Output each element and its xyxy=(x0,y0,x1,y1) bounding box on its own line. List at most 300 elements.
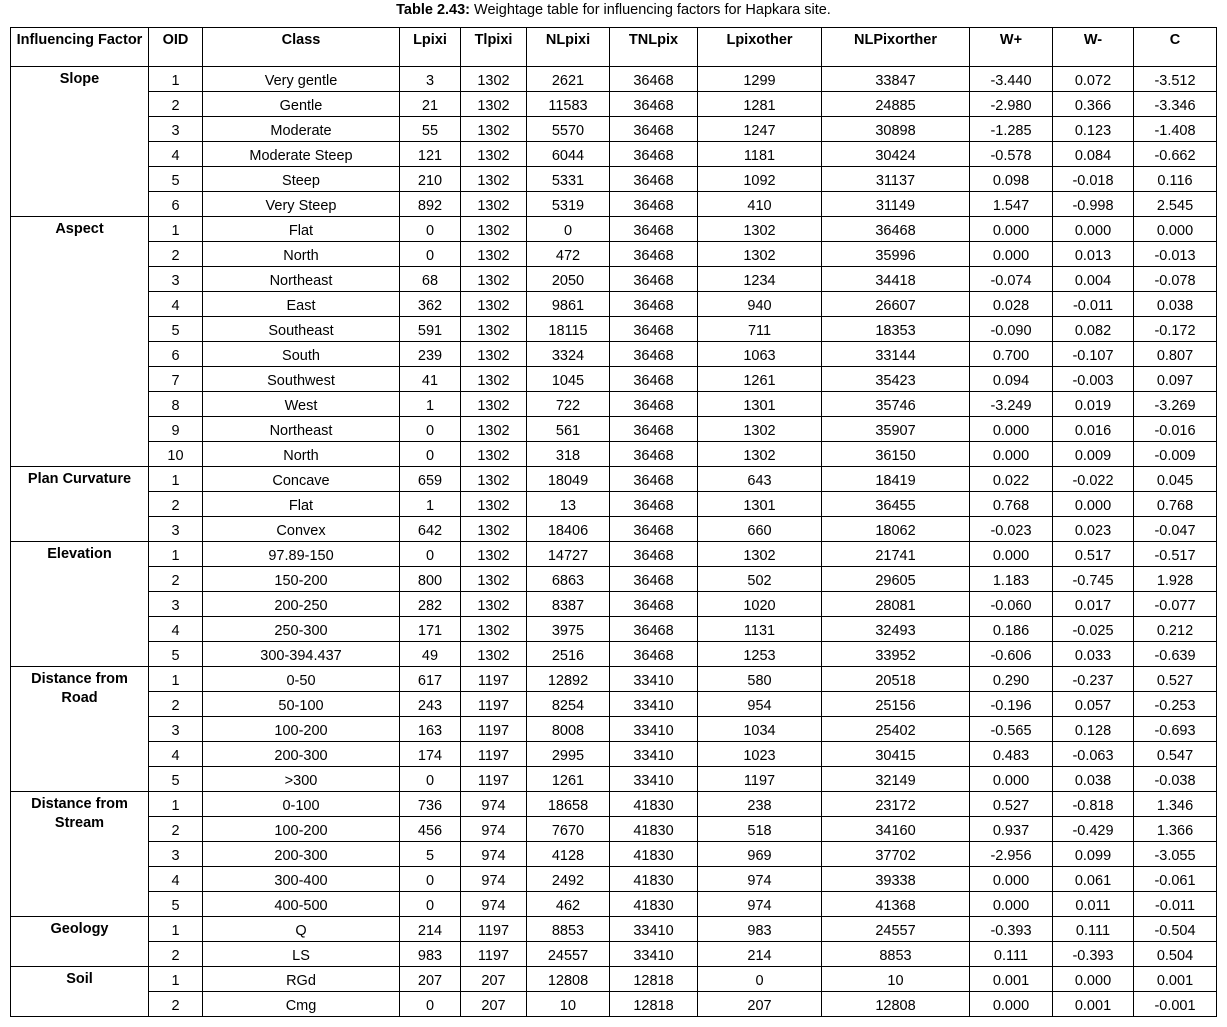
oid-cell: 5 xyxy=(149,767,203,792)
tnlpix-cell: 41830 xyxy=(610,817,698,842)
tlpixi-cell: 974 xyxy=(461,842,527,867)
w-plus-cell: 0.028 xyxy=(970,292,1053,317)
nlpixi-cell: 18049 xyxy=(527,467,610,492)
influencing-factor-cell: Elevation xyxy=(11,542,149,667)
lpixi-cell: 800 xyxy=(400,567,461,592)
class-cell: 200-300 xyxy=(203,742,400,767)
nlpixi-cell: 18658 xyxy=(527,792,610,817)
lpixother-cell: 1302 xyxy=(698,417,822,442)
nlpixorther-cell: 28081 xyxy=(822,592,970,617)
table-row xyxy=(11,167,1217,192)
table-row xyxy=(11,117,1217,142)
w-plus-cell: -2.980 xyxy=(970,92,1053,117)
lpixi-cell: 239 xyxy=(400,342,461,367)
c-cell: 0.768 xyxy=(1134,492,1217,517)
tnlpix-cell: 33410 xyxy=(610,767,698,792)
tlpixi-cell: 1302 xyxy=(461,467,527,492)
tnlpix-cell: 41830 xyxy=(610,842,698,867)
table-row xyxy=(11,767,1217,792)
w-plus-cell: 0.000 xyxy=(970,767,1053,792)
tnlpix-cell: 36468 xyxy=(610,417,698,442)
table-row xyxy=(11,292,1217,317)
tnlpix-cell: 36468 xyxy=(610,392,698,417)
w-minus-cell: 0.000 xyxy=(1053,217,1134,242)
lpixother-cell: 1092 xyxy=(698,167,822,192)
lpixi-cell: 41 xyxy=(400,367,461,392)
tlpixi-cell: 1197 xyxy=(461,917,527,942)
w-plus-cell: -0.393 xyxy=(970,917,1053,942)
nlpixi-cell: 9861 xyxy=(527,292,610,317)
tnlpix-cell: 33410 xyxy=(610,717,698,742)
oid-cell: 7 xyxy=(149,367,203,392)
w-minus-cell: 0.111 xyxy=(1053,917,1134,942)
nlpixi-cell: 318 xyxy=(527,442,610,467)
nlpixi-cell: 12892 xyxy=(527,667,610,692)
oid-cell: 3 xyxy=(149,842,203,867)
lpixother-cell: 1023 xyxy=(698,742,822,767)
w-minus-cell: -0.025 xyxy=(1053,617,1134,642)
table-row xyxy=(11,567,1217,592)
class-cell: LS xyxy=(203,942,400,967)
nlpixi-cell: 24557 xyxy=(527,942,610,967)
nlpixi-cell: 18406 xyxy=(527,517,610,542)
c-cell: -0.253 xyxy=(1134,692,1217,717)
header-w-minus: W- xyxy=(1053,28,1134,67)
nlpixi-cell: 8387 xyxy=(527,592,610,617)
tlpixi-cell: 1302 xyxy=(461,617,527,642)
nlpixi-cell: 11583 xyxy=(527,92,610,117)
lpixi-cell: 0 xyxy=(400,242,461,267)
tlpixi-cell: 974 xyxy=(461,892,527,917)
nlpixorther-cell: 31137 xyxy=(822,167,970,192)
w-plus-cell: -1.285 xyxy=(970,117,1053,142)
c-cell: -0.693 xyxy=(1134,717,1217,742)
lpixother-cell: 1063 xyxy=(698,342,822,367)
class-cell: Concave xyxy=(203,467,400,492)
nlpixorther-cell: 20518 xyxy=(822,667,970,692)
class-cell: 50-100 xyxy=(203,692,400,717)
header-lpixother: Lpixother xyxy=(698,28,822,67)
oid-cell: 2 xyxy=(149,992,203,1017)
w-plus-cell: 0.290 xyxy=(970,667,1053,692)
lpixi-cell: 0 xyxy=(400,992,461,1017)
c-cell: -0.504 xyxy=(1134,917,1217,942)
lpixi-cell: 0 xyxy=(400,867,461,892)
c-cell: -0.078 xyxy=(1134,267,1217,292)
lpixi-cell: 5 xyxy=(400,842,461,867)
nlpixi-cell: 462 xyxy=(527,892,610,917)
influencing-factor-cell: Slope xyxy=(11,67,149,217)
class-cell: Gentle xyxy=(203,92,400,117)
oid-cell: 4 xyxy=(149,142,203,167)
c-cell: -0.009 xyxy=(1134,442,1217,467)
c-cell: -0.047 xyxy=(1134,517,1217,542)
w-minus-cell: -0.063 xyxy=(1053,742,1134,767)
w-minus-cell: -0.018 xyxy=(1053,167,1134,192)
tlpixi-cell: 207 xyxy=(461,967,527,992)
c-cell: 1.928 xyxy=(1134,567,1217,592)
lpixi-cell: 3 xyxy=(400,67,461,92)
tlpixi-cell: 1302 xyxy=(461,442,527,467)
tnlpix-cell: 36468 xyxy=(610,592,698,617)
nlpixorther-cell: 35746 xyxy=(822,392,970,417)
nlpixi-cell: 1045 xyxy=(527,367,610,392)
nlpixorther-cell: 29605 xyxy=(822,567,970,592)
tlpixi-cell: 1302 xyxy=(461,417,527,442)
oid-cell: 5 xyxy=(149,642,203,667)
w-plus-cell: 0.937 xyxy=(970,817,1053,842)
table-row xyxy=(11,917,1217,942)
c-cell: 0.547 xyxy=(1134,742,1217,767)
nlpixi-cell: 472 xyxy=(527,242,610,267)
lpixother-cell: 954 xyxy=(698,692,822,717)
table-row xyxy=(11,592,1217,617)
w-plus-cell: 0.000 xyxy=(970,542,1053,567)
oid-cell: 4 xyxy=(149,867,203,892)
header-nlpixi: NLpixi xyxy=(527,28,610,67)
w-plus-cell: 0.000 xyxy=(970,217,1053,242)
table-row xyxy=(11,967,1217,992)
lpixi-cell: 0 xyxy=(400,892,461,917)
lpixother-cell: 207 xyxy=(698,992,822,1017)
w-minus-cell: -0.818 xyxy=(1053,792,1134,817)
tnlpix-cell: 36468 xyxy=(610,642,698,667)
nlpixorther-cell: 36468 xyxy=(822,217,970,242)
class-cell: Northeast xyxy=(203,417,400,442)
influencing-factor-cell: Plan Curvature xyxy=(11,467,149,542)
tlpixi-cell: 974 xyxy=(461,792,527,817)
tlpixi-cell: 1302 xyxy=(461,292,527,317)
tnlpix-cell: 36468 xyxy=(610,292,698,317)
oid-cell: 3 xyxy=(149,592,203,617)
tlpixi-cell: 1302 xyxy=(461,342,527,367)
lpixi-cell: 892 xyxy=(400,192,461,217)
oid-cell: 5 xyxy=(149,167,203,192)
nlpixi-cell: 2492 xyxy=(527,867,610,892)
tnlpix-cell: 36468 xyxy=(610,542,698,567)
table-row xyxy=(11,242,1217,267)
c-cell: -0.011 xyxy=(1134,892,1217,917)
nlpixorther-cell: 30898 xyxy=(822,117,970,142)
table-row xyxy=(11,867,1217,892)
w-plus-cell: -0.060 xyxy=(970,592,1053,617)
nlpixorther-cell: 24557 xyxy=(822,917,970,942)
header-nlpixorther: NLPixorther xyxy=(822,28,970,67)
class-cell: West xyxy=(203,392,400,417)
tlpixi-cell: 1302 xyxy=(461,267,527,292)
oid-cell: 4 xyxy=(149,292,203,317)
w-minus-cell: 0.016 xyxy=(1053,417,1134,442)
table-row xyxy=(11,892,1217,917)
lpixi-cell: 642 xyxy=(400,517,461,542)
table-row xyxy=(11,617,1217,642)
tnlpix-cell: 12818 xyxy=(610,992,698,1017)
w-minus-cell: 0.000 xyxy=(1053,967,1134,992)
oid-cell: 1 xyxy=(149,967,203,992)
table-row xyxy=(11,692,1217,717)
tnlpix-cell: 41830 xyxy=(610,792,698,817)
table-caption-label: Table 2.43: xyxy=(396,2,471,18)
lpixi-cell: 983 xyxy=(400,942,461,967)
w-plus-cell: 0.527 xyxy=(970,792,1053,817)
w-minus-cell: 0.082 xyxy=(1053,317,1134,342)
w-minus-cell: -0.745 xyxy=(1053,567,1134,592)
table-caption-text: Weightage table for influencing factors for Hapkara site. xyxy=(470,2,831,18)
tnlpix-cell: 36468 xyxy=(610,192,698,217)
table-row xyxy=(11,392,1217,417)
w-minus-cell: 0.038 xyxy=(1053,767,1134,792)
lpixother-cell: 1197 xyxy=(698,767,822,792)
table-row xyxy=(11,842,1217,867)
c-cell: 0.807 xyxy=(1134,342,1217,367)
oid-cell: 1 xyxy=(149,217,203,242)
c-cell: -0.016 xyxy=(1134,417,1217,442)
oid-cell: 6 xyxy=(149,192,203,217)
tnlpix-cell: 36468 xyxy=(610,567,698,592)
w-minus-cell: 0.057 xyxy=(1053,692,1134,717)
tlpixi-cell: 1302 xyxy=(461,542,527,567)
class-cell: 150-200 xyxy=(203,567,400,592)
tnlpix-cell: 41830 xyxy=(610,892,698,917)
header-w-plus: W+ xyxy=(970,28,1053,67)
influencing-factor-cell: Distance from Stream xyxy=(11,792,149,917)
lpixother-cell: 518 xyxy=(698,817,822,842)
w-minus-cell: 0.023 xyxy=(1053,517,1134,542)
nlpixorther-cell: 33847 xyxy=(822,67,970,92)
w-minus-cell: 0.017 xyxy=(1053,592,1134,617)
tlpixi-cell: 1302 xyxy=(461,167,527,192)
class-cell: North xyxy=(203,242,400,267)
lpixother-cell: 969 xyxy=(698,842,822,867)
w-plus-cell: 0.000 xyxy=(970,892,1053,917)
lpixi-cell: 1 xyxy=(400,392,461,417)
lpixother-cell: 214 xyxy=(698,942,822,967)
lpixi-cell: 55 xyxy=(400,117,461,142)
w-plus-cell: 0.000 xyxy=(970,442,1053,467)
table-row xyxy=(11,192,1217,217)
table-row xyxy=(11,992,1217,1017)
nlpixi-cell: 1261 xyxy=(527,767,610,792)
tlpixi-cell: 1302 xyxy=(461,217,527,242)
nlpixorther-cell: 32149 xyxy=(822,767,970,792)
c-cell: 0.527 xyxy=(1134,667,1217,692)
influencing-factor-cell: Soil xyxy=(11,967,149,1017)
tnlpix-cell: 33410 xyxy=(610,917,698,942)
table-row xyxy=(11,667,1217,692)
c-cell: 1.366 xyxy=(1134,817,1217,842)
class-cell: 100-200 xyxy=(203,717,400,742)
table-row xyxy=(11,817,1217,842)
c-cell: -0.172 xyxy=(1134,317,1217,342)
nlpixorther-cell: 34418 xyxy=(822,267,970,292)
oid-cell: 2 xyxy=(149,92,203,117)
tnlpix-cell: 36468 xyxy=(610,317,698,342)
tnlpix-cell: 36468 xyxy=(610,267,698,292)
c-cell: 0.116 xyxy=(1134,167,1217,192)
w-plus-cell: 0.000 xyxy=(970,992,1053,1017)
nlpixi-cell: 561 xyxy=(527,417,610,442)
nlpixi-cell: 2995 xyxy=(527,742,610,767)
nlpixorther-cell: 36455 xyxy=(822,492,970,517)
oid-cell: 2 xyxy=(149,942,203,967)
lpixother-cell: 410 xyxy=(698,192,822,217)
c-cell: -3.346 xyxy=(1134,92,1217,117)
w-minus-cell: 0.072 xyxy=(1053,67,1134,92)
w-plus-cell: 0.000 xyxy=(970,417,1053,442)
c-cell: 0.038 xyxy=(1134,292,1217,317)
oid-cell: 5 xyxy=(149,892,203,917)
c-cell: -0.061 xyxy=(1134,867,1217,892)
w-plus-cell: 0.700 xyxy=(970,342,1053,367)
table-row xyxy=(11,467,1217,492)
class-cell: Flat xyxy=(203,492,400,517)
w-minus-cell: 0.013 xyxy=(1053,242,1134,267)
table-row xyxy=(11,717,1217,742)
oid-cell: 4 xyxy=(149,617,203,642)
w-minus-cell: -0.998 xyxy=(1053,192,1134,217)
class-cell: 300-400 xyxy=(203,867,400,892)
lpixother-cell: 1020 xyxy=(698,592,822,617)
lpixother-cell: 1281 xyxy=(698,92,822,117)
lpixi-cell: 736 xyxy=(400,792,461,817)
nlpixorther-cell: 12808 xyxy=(822,992,970,1017)
tlpixi-cell: 1302 xyxy=(461,492,527,517)
lpixi-cell: 21 xyxy=(400,92,461,117)
tnlpix-cell: 33410 xyxy=(610,667,698,692)
nlpixi-cell: 7670 xyxy=(527,817,610,842)
header-c: C xyxy=(1134,28,1217,67)
tlpixi-cell: 1302 xyxy=(461,392,527,417)
lpixother-cell: 1299 xyxy=(698,67,822,92)
lpixother-cell: 974 xyxy=(698,892,822,917)
nlpixorther-cell: 10 xyxy=(822,967,970,992)
w-plus-cell: 0.000 xyxy=(970,242,1053,267)
w-minus-cell: 0.366 xyxy=(1053,92,1134,117)
tnlpix-cell: 41830 xyxy=(610,867,698,892)
table-row xyxy=(11,517,1217,542)
class-cell: Moderate xyxy=(203,117,400,142)
w-plus-cell: 0.022 xyxy=(970,467,1053,492)
table-row xyxy=(11,942,1217,967)
oid-cell: 2 xyxy=(149,567,203,592)
nlpixi-cell: 12808 xyxy=(527,967,610,992)
lpixother-cell: 1234 xyxy=(698,267,822,292)
lpixother-cell: 940 xyxy=(698,292,822,317)
tlpixi-cell: 1302 xyxy=(461,142,527,167)
w-plus-cell: -3.249 xyxy=(970,392,1053,417)
lpixother-cell: 711 xyxy=(698,317,822,342)
nlpixi-cell: 0 xyxy=(527,217,610,242)
nlpixi-cell: 8254 xyxy=(527,692,610,717)
nlpixorther-cell: 34160 xyxy=(822,817,970,842)
nlpixorther-cell: 31149 xyxy=(822,192,970,217)
lpixi-cell: 0 xyxy=(400,442,461,467)
header-row xyxy=(11,28,1217,67)
w-plus-cell: 0.111 xyxy=(970,942,1053,967)
table-row xyxy=(11,442,1217,467)
c-cell: 0.504 xyxy=(1134,942,1217,967)
tlpixi-cell: 1197 xyxy=(461,942,527,967)
oid-cell: 3 xyxy=(149,267,203,292)
lpixi-cell: 49 xyxy=(400,642,461,667)
nlpixorther-cell: 18062 xyxy=(822,517,970,542)
nlpixorther-cell: 26607 xyxy=(822,292,970,317)
w-minus-cell: 0.061 xyxy=(1053,867,1134,892)
table-row xyxy=(11,742,1217,767)
w-minus-cell: -0.011 xyxy=(1053,292,1134,317)
tlpixi-cell: 974 xyxy=(461,817,527,842)
lpixi-cell: 174 xyxy=(400,742,461,767)
oid-cell: 3 xyxy=(149,517,203,542)
class-cell: 0-50 xyxy=(203,667,400,692)
table-row xyxy=(11,492,1217,517)
oid-cell: 4 xyxy=(149,742,203,767)
w-plus-cell: 0.186 xyxy=(970,617,1053,642)
class-cell: Very Steep xyxy=(203,192,400,217)
oid-cell: 1 xyxy=(149,67,203,92)
tnlpix-cell: 12818 xyxy=(610,967,698,992)
tnlpix-cell: 36468 xyxy=(610,67,698,92)
nlpixorther-cell: 35996 xyxy=(822,242,970,267)
class-cell: 200-300 xyxy=(203,842,400,867)
c-cell: -0.662 xyxy=(1134,142,1217,167)
nlpixi-cell: 6044 xyxy=(527,142,610,167)
lpixother-cell: 974 xyxy=(698,867,822,892)
oid-cell: 2 xyxy=(149,242,203,267)
class-cell: >300 xyxy=(203,767,400,792)
w-minus-cell: -0.003 xyxy=(1053,367,1134,392)
c-cell: 0.212 xyxy=(1134,617,1217,642)
lpixi-cell: 68 xyxy=(400,267,461,292)
lpixother-cell: 1034 xyxy=(698,717,822,742)
table-row xyxy=(11,267,1217,292)
tlpixi-cell: 1197 xyxy=(461,742,527,767)
c-cell: 0.097 xyxy=(1134,367,1217,392)
w-minus-cell: 0.517 xyxy=(1053,542,1134,567)
nlpixorther-cell: 32493 xyxy=(822,617,970,642)
class-cell: Flat xyxy=(203,217,400,242)
tnlpix-cell: 36468 xyxy=(610,217,698,242)
oid-cell: 1 xyxy=(149,917,203,942)
nlpixorther-cell: 30424 xyxy=(822,142,970,167)
w-plus-cell: -0.196 xyxy=(970,692,1053,717)
w-minus-cell: 0.009 xyxy=(1053,442,1134,467)
class-cell: Southwest xyxy=(203,367,400,392)
lpixother-cell: 1181 xyxy=(698,142,822,167)
class-cell: North xyxy=(203,442,400,467)
w-plus-cell: 0.483 xyxy=(970,742,1053,767)
lpixother-cell: 1302 xyxy=(698,217,822,242)
tnlpix-cell: 33410 xyxy=(610,692,698,717)
class-cell: East xyxy=(203,292,400,317)
class-cell: Steep xyxy=(203,167,400,192)
nlpixorther-cell: 24885 xyxy=(822,92,970,117)
lpixother-cell: 1302 xyxy=(698,442,822,467)
c-cell: -0.639 xyxy=(1134,642,1217,667)
class-cell: Convex xyxy=(203,517,400,542)
oid-cell: 3 xyxy=(149,117,203,142)
nlpixorther-cell: 18353 xyxy=(822,317,970,342)
oid-cell: 2 xyxy=(149,817,203,842)
lpixi-cell: 0 xyxy=(400,417,461,442)
class-cell: Northeast xyxy=(203,267,400,292)
header-class: Class xyxy=(203,28,400,67)
tlpixi-cell: 1302 xyxy=(461,517,527,542)
tlpixi-cell: 1197 xyxy=(461,692,527,717)
w-minus-cell: 0.099 xyxy=(1053,842,1134,867)
w-plus-cell: -2.956 xyxy=(970,842,1053,867)
oid-cell: 1 xyxy=(149,542,203,567)
